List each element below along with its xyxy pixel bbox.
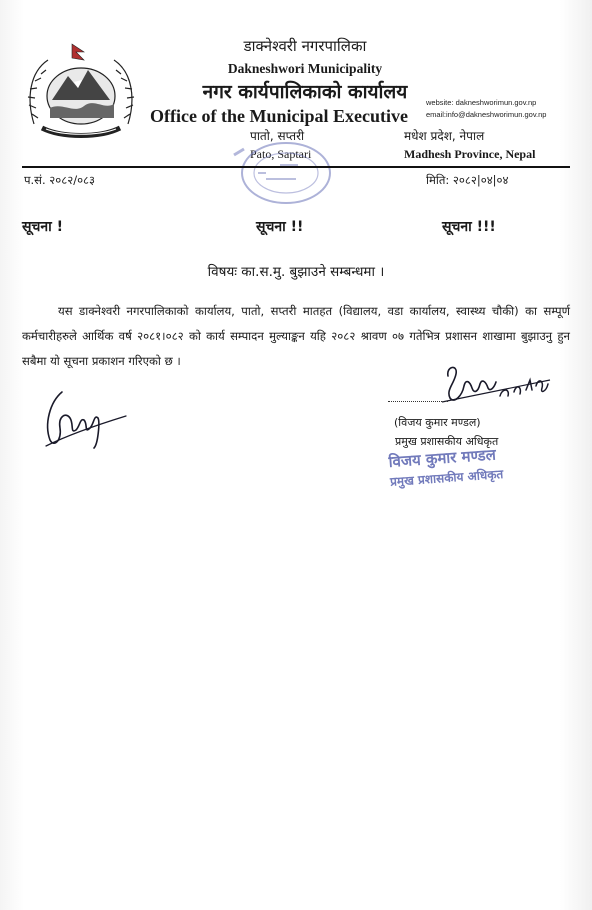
municipality-name-english: Dakneshwori Municipality: [227, 61, 383, 76]
notice-heading-1: सूचना !: [22, 219, 64, 235]
signatory-title: प्रमुख प्रशासकीय अधिकृत: [395, 435, 499, 448]
right-signature: [440, 362, 552, 414]
signature-dotted-line: [388, 401, 448, 402]
office-seal-stamp: [220, 125, 340, 205]
left-signature: [40, 384, 130, 450]
subject-line: विषयः का.स.मु. बुझाउने सम्बन्धमा ।: [207, 264, 385, 280]
stamp-name-line: विजय कुमार मण्डल: [388, 445, 497, 471]
office-name-english: Office of the Municipal Executive: [150, 106, 408, 126]
address-nepali: पातो, सप्तरी: [250, 129, 305, 143]
office-name-nepali: नगर कार्यपालिकाको कार्यालय: [202, 81, 408, 103]
stamp-title-line: प्रमुख प्रशासकीय अधिकृत: [389, 467, 504, 489]
header-divider: [22, 166, 570, 168]
address-english: Pato, Saptari: [250, 147, 312, 161]
signatory-name: (विजय कुमार मण्डल): [394, 416, 481, 429]
notice-heading-3: सूचना !!!: [442, 219, 496, 235]
province-english: Madhesh Province, Nepal: [404, 147, 536, 161]
signatory-name-stamp: [388, 444, 504, 490]
notice-body: यस डाक्नेश्वरी नगरपालिकाको कार्यालय, पातो, सप्तरी मातहत (विद्यालय, वडा कार्यालय, स्वास्थ्य चौकी) का सम्पूर्ण कर्मचारीहरुले आर्थिक वर्ष २०८१।०८२ को कार्य सम्पादन मुल्याङ्कन यहि २०८२ श्रावण ०७ गतेभित्र प्रशासन शाखामा बुझाउनु हुन सबैमा यो सूचना प्रकाशन गरिएको छ ।: [22, 304, 570, 368]
website-text: website: dakneshworimun.gov.np: [426, 98, 537, 107]
municipality-name-nepali: डाक्नेश्वरी नगरपालिका: [243, 37, 367, 55]
reference-number: प.सं. २०८२/०८३: [24, 173, 96, 187]
email-text: email:info@dakneshworimun.gov.np: [426, 110, 547, 119]
province-nepali: मधेश प्रदेश, नेपाल: [404, 129, 485, 143]
notice-heading-2: सूचना !!: [256, 219, 304, 235]
nepal-emblem-logo: [22, 38, 140, 142]
date: मिति: २०८२|०४|०४: [426, 173, 509, 187]
